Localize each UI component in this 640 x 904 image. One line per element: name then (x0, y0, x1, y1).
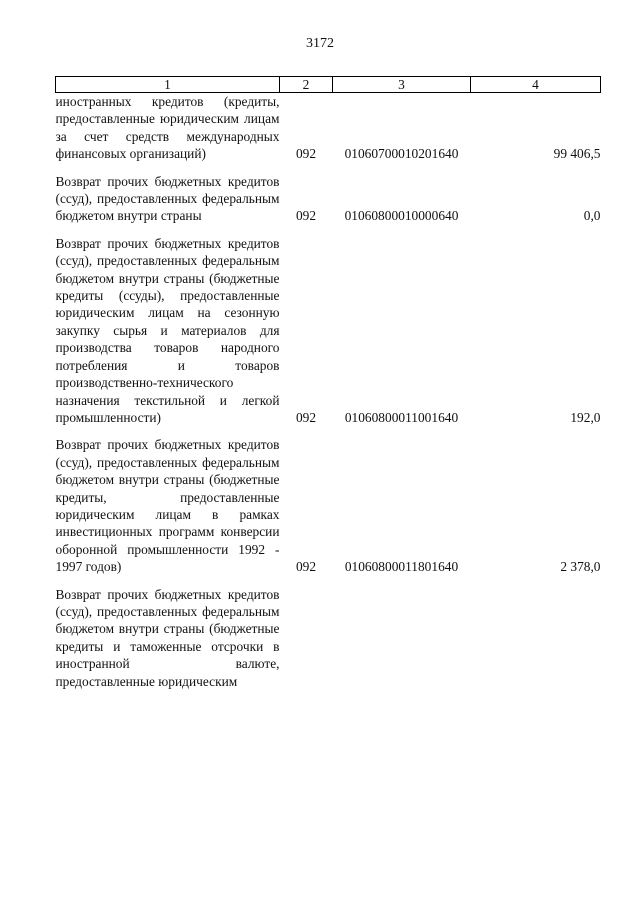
table-row (56, 225, 601, 426)
row-admin-code: 092 (295, 559, 317, 575)
row-budget-code: 01060800011801640 (344, 559, 459, 575)
row-amount (471, 576, 601, 690)
row-description: иностранных кредитов (кредиты, предоставленные юридическим лицам за счет средств международных финансовых организаций) (55, 94, 280, 162)
row-budget-code (333, 576, 471, 690)
row-admin-code (280, 576, 333, 690)
row-description: Возврат прочих бюджетных кредитов (ссуд), предоставленных федеральным бюджетом внутри страны (бюджетные кредиты (ссуды), предоставленные юридическим лицам на сезонную закупку сырья и материалов для производства товаров народного потребления и товаров производственно-технического назначения текстильной и легкой промышленности) (55, 235, 280, 425)
row-budget-code: 01060800010000640 (344, 208, 459, 224)
row-admin-code: 092 (295, 146, 317, 162)
column-header-4: 4 (471, 77, 601, 93)
row-amount: 192,0 (570, 409, 601, 425)
row-admin-code: 092 (295, 409, 317, 425)
budget-table (55, 76, 601, 690)
table-row (56, 93, 601, 163)
column-header-1: 1 (56, 77, 280, 93)
table-row (56, 576, 601, 690)
row-budget-code: 01060800011001640 (344, 409, 459, 425)
row-description: Возврат прочих бюджетных кредитов (ссуд), предоставленных федеральным бюджетом внутри страны (55, 173, 280, 224)
row-admin-code: 092 (295, 208, 317, 224)
row-amount: 0,0 (583, 208, 601, 224)
row-description: Возврат прочих бюджетных кредитов (ссуд), предоставленных федеральным бюджетом внутри страны (бюджетные кредиты и таможенные отсрочки в иностранной валюте, предоставленные юридическим (55, 586, 280, 689)
row-budget-code: 01060700010201640 (344, 146, 459, 162)
column-header-2: 2 (280, 77, 333, 93)
row-description: Возврат прочих бюджетных кредитов (ссуд), предоставленных федеральным бюджетом внутри страны (бюджетные кредиты, предоставленные юридическим лицам в рамках инвестиционных программ конверсии оборонной промышленности 1992 - 1997 годов) (55, 437, 280, 575)
table-row (56, 426, 601, 575)
column-header-3: 3 (333, 77, 471, 93)
table-row (56, 163, 601, 225)
row-amount: 99 406,5 (553, 146, 601, 162)
page-number: 3172 (306, 36, 334, 51)
row-amount: 2 378,0 (560, 559, 601, 575)
header-row (56, 77, 601, 93)
